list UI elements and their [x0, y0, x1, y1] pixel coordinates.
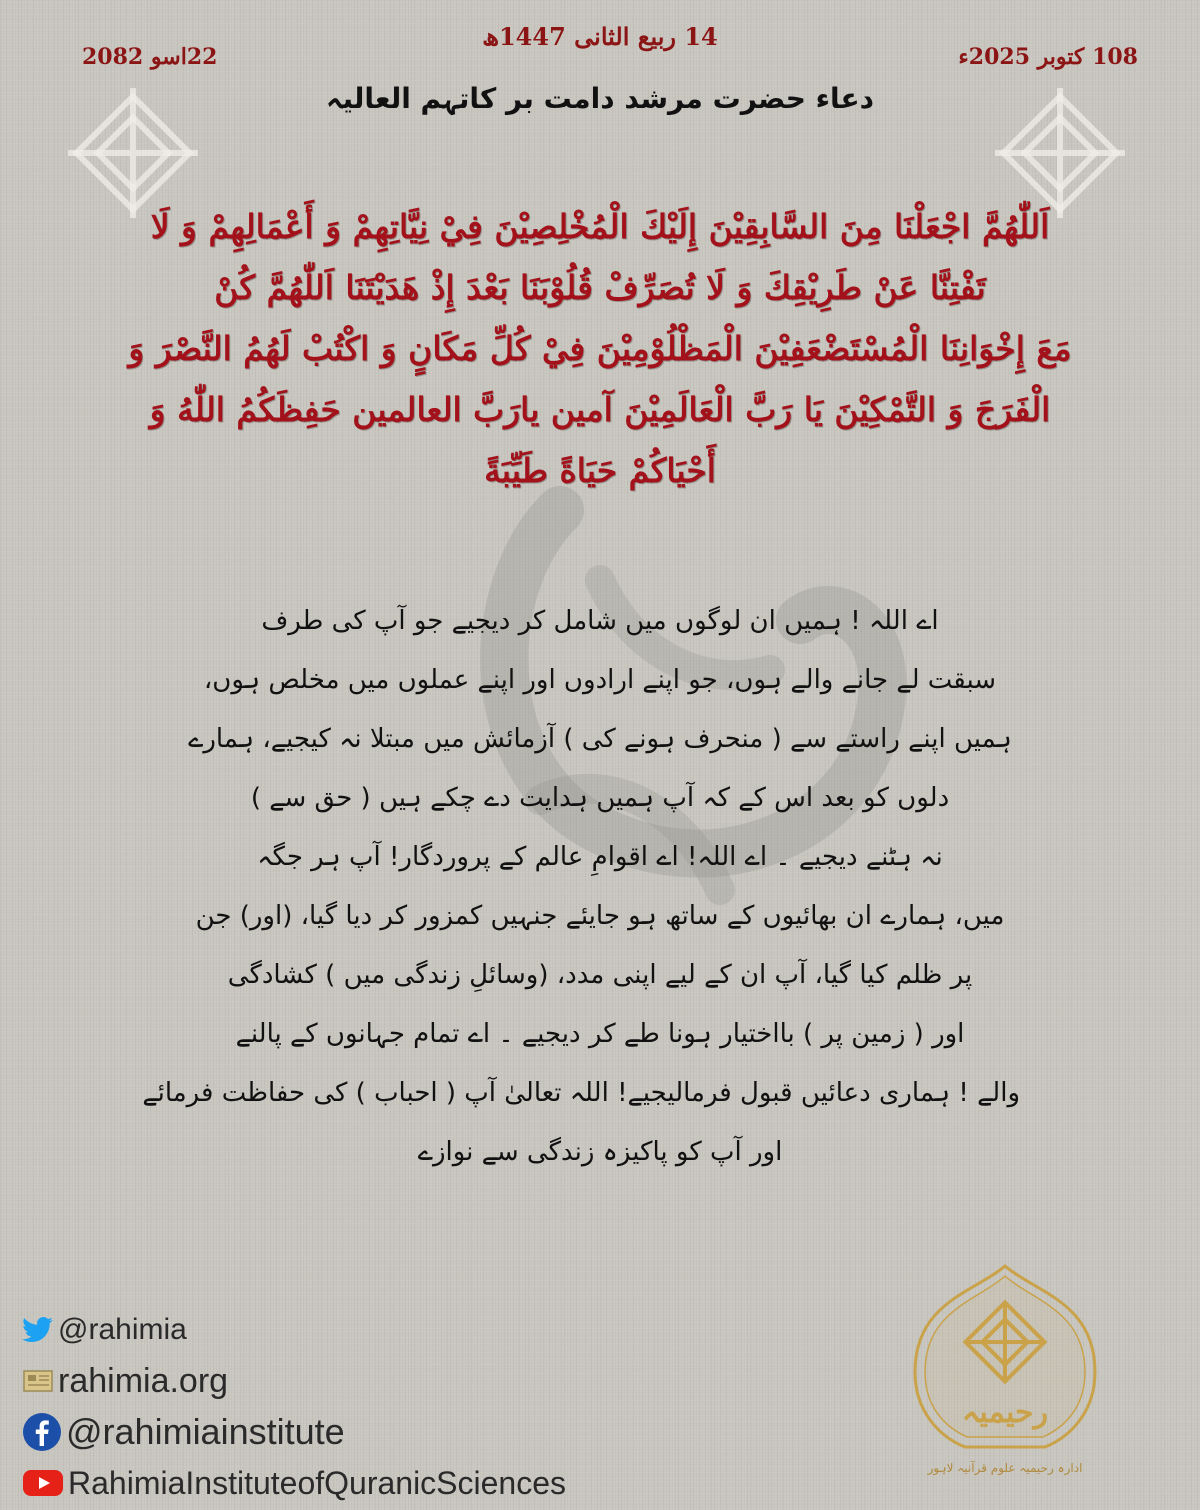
gregorian-date: 108 کتوبر 2025ء [958, 44, 1138, 70]
arabic-dua-line: تَفْتِنَّا عَنْ طَرِيْقِكَ وَ لَا تُصَرِّفْ قُلُوْبَنَا بَعْدَ إِذْ هَدَيْتَنَا اَللّٰهُمَّ كُنْ [214, 268, 986, 307]
arabic-dua-line: الْفَرَجَ وَ التَّمْكِيْنَ يَا رَبَّ الْعَالَمِيْنَ آمين يارَبَّ العالمين حَفِظَكُمُ اللّٰهُ وَ [149, 390, 1051, 429]
hijri-date: 14 ربیع الثانی 1447ھ [482, 22, 718, 51]
urdu-line: نہ ہٹنے دیجیے ۔ اے اللہ! اے اقوامِ عالم کے پروردگار! آپ ہر جگہ [257, 842, 943, 872]
social-links [22, 1306, 566, 1510]
dua-title: دعاء حضرت مرشد دامت بر کاتہم العالیہ [326, 82, 874, 115]
arabic-dua [100, 196, 1100, 501]
twitter-link[interactable] [22, 1306, 566, 1354]
youtube-channel: RahimiaInstituteofQuranicSciences [68, 1464, 567, 1501]
urdu-line: پر ظلم کیا گیا، آپ ان کے لیے اپنی مدد، (وسائلِ زندگی میں ) کشادگی [227, 960, 973, 990]
facebook-icon [22, 1412, 62, 1452]
urdu-line: اے اللہ ! ہمیں ان لوگوں میں شامل کر دیجیے جو آپ کی طرف [261, 606, 939, 636]
facebook-link[interactable] [22, 1408, 566, 1456]
urdu-line: میں، ہمارے ان بھائیوں کے ساتھ ہو جایئے جنہیں کمزور کر دیا گیا، (اور) جن [195, 901, 1005, 931]
urdu-translation [142, 592, 1020, 1182]
rahimia-logo [905, 1262, 1105, 1487]
arabic-dua-line: أَحْيَاكُمْ حَيَاةً طَيِّبَةً [484, 451, 716, 490]
urdu-line: دلوں کو بعد اس کے کہ آپ ہمیں ہدایت دے چکے ہیں ( حق سے ) [250, 783, 950, 813]
arabic-dua-line: مَعَ إِخْوَانِنَا الْمُسْتَضْعَفِيْنَ الْمَظْلُوْمِيْنَ فِيْ كُلِّ مَكَانٍ وَ اكْتُبْ لَهُمُ النَّصْرَ وَ [128, 329, 1072, 368]
twitter-icon [22, 1316, 54, 1344]
bikrami-date: 22اسو 2082 [82, 44, 218, 70]
website-url: rahimia.org [58, 1361, 229, 1400]
urdu-line: سبقت لے جانے والے ہوں، جو اپنے ارادوں اور اپنے عملوں میں مخلص ہوں، [203, 665, 997, 695]
urdu-line: والے ! ہماری دعائیں قبول فرمالیجیے! اللہ تعالیٰ آپ ( احباب ) کی حفاظت فرمائے [142, 1078, 1020, 1108]
youtube-icon [22, 1468, 64, 1498]
web-icon [22, 1368, 54, 1394]
twitter-handle: @rahimia [58, 1313, 187, 1346]
website-link[interactable] [22, 1357, 566, 1405]
urdu-line: ہمیں اپنے راستے سے ( منحرف ہونے کی ) آزمائش میں مبتلا نہ کیجیے، ہمارے [188, 724, 1012, 754]
facebook-handle: @rahimiainstitute [66, 1411, 345, 1452]
urdu-line: اور آپ کو پاکیزہ زندگی سے نوازے [417, 1137, 783, 1167]
urdu-line: اور ( زمین پر ) بااختیار ہونا طے کر دیجیے ۔ اے تمام جہانوں کے پالنے [235, 1019, 965, 1049]
arabic-dua-line: اَللّٰهُمَّ اجْعَلْنَا مِنَ السَّابِقِيْنَ إِلَيْكَ الْمُخْلِصِيْنَ فِيْ نِيَّاتِهِمْ وَ أَعْمَالِهِمْ وَ لَا [150, 207, 1050, 246]
logo-script-text: رحیمیہ [961, 1395, 1049, 1430]
logo-caption: ادارہ رحیمیہ علوم قرآنیہ لاہور [927, 1461, 1083, 1475]
